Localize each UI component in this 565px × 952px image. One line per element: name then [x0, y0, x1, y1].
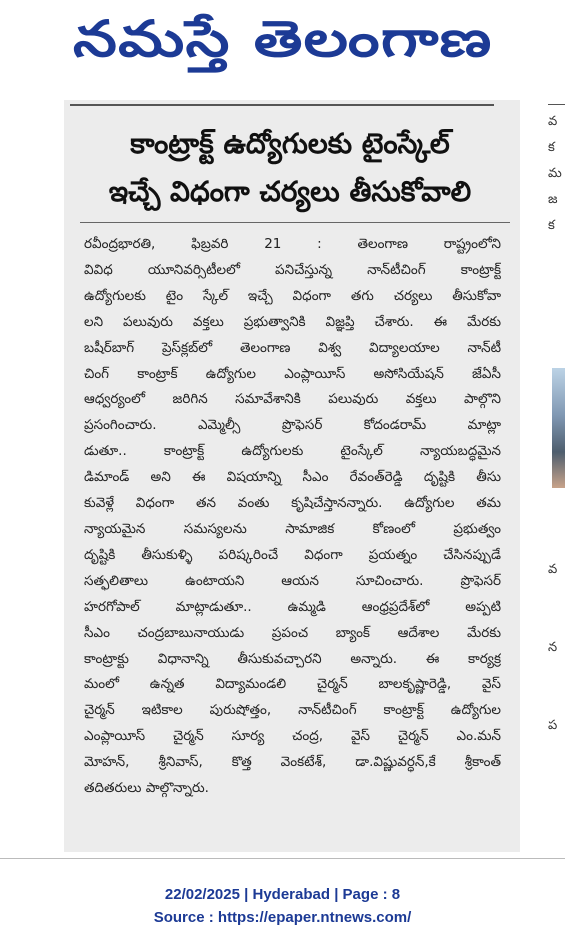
body-line: డిమాండ్ అని ఈ విషయాన్ని సీఎం రేవంత్‌రెడ్డి దృష్టికి తీసు	[84, 469, 501, 486]
body-line: దృష్టికి తీసుకుళ్ళి పరిష్కరించే విధంగా ప్రయత్నం చేసినప్పుడే	[84, 546, 501, 563]
adjacent-column	[548, 100, 565, 860]
body-line: హరగోపాల్ మాట్లాడుతూ.. ఉమ్మడి ఆంధ్రప్రదేశ్‌లో అప్పటి	[84, 598, 501, 615]
body-line: ప్రసంగించారు. ఎమ్మెల్సీ ప్రొఫెసర్ కోదండరామ్ మాట్లా	[84, 417, 501, 434]
adjacent-text-fragment: క	[548, 140, 555, 155]
body-line: సత్ఫలితాలు ఉంటాయని ఆయన సూచించారు. ప్రొఫెసర్	[84, 572, 501, 589]
article-headline	[70, 120, 510, 216]
body-line: ఎంప్లాయీస్ చైర్మన్ సూర్య చంద్ర, వైస్ చైర్మన్ ఎం.మన్	[84, 728, 501, 745]
body-line: డుతూ.. కాంట్రాక్ట్ ఉద్యోగులకు టైంస్కేల్ న్యాయబద్ధమైన	[84, 443, 501, 460]
adjacent-text-fragment: ప	[548, 718, 558, 733]
body-line: మంలో ఉన్నత విద్యామండలి చైర్మన్ బాలకృష్ణారెడ్డి, వైస్	[84, 676, 501, 693]
adjacent-photo	[552, 368, 565, 488]
headline-line-2: ఇచ్చే విధంగా చర్యలు తీసుకోవాలి	[108, 175, 472, 208]
body-line: కాంట్రాక్టు విధానాన్ని తీసుకువచ్చారని అన్నారు. ఈ కార్యక్ర	[84, 650, 501, 667]
adjacent-text-fragment: వ	[548, 562, 558, 577]
headline-divider	[80, 222, 510, 223]
body-line: కువెళ్లే విధంగా తన వంతు కృషిచేస్తానన్నారు. ఉద్యోగుల తమ	[84, 495, 501, 512]
body-line: లని పలువురు వక్తలు ప్రభుత్వానికి విజ్ఞప్తి చేశారు. ఈ మేరకు	[84, 313, 501, 330]
adjacent-text-fragment: న	[548, 640, 558, 655]
adjacent-text-fragment: క	[548, 218, 555, 233]
top-divider	[70, 104, 494, 106]
page-edge-divider	[0, 858, 565, 859]
body-line: చింగ్ కాంట్రాక్ ఉద్యోగుల ఎంప్లాయీస్ అసోసియేషన్ జేఏసీ	[84, 365, 501, 382]
footer-date-line: 22/02/2025 | Hyderabad | Page : 8	[164, 886, 401, 903]
body-line: రవీంద్రభారతి, ఫిబ్రవరి 21 : తెలంగాణ రాష్ట్రంలోని	[84, 236, 501, 252]
body-line: బషీర్‌బాగ్ ప్రెస్‌క్లబ్‌లో తెలంగాణ విశ్వ విద్యాలయాల నాన్‌టీ	[84, 339, 501, 356]
footer-source-link[interactable]: Source : https://epaper.ntnews.com/	[153, 909, 412, 926]
adjacent-text-fragment: మ	[548, 166, 562, 181]
body-line: సీఎం చంద్రబాబునాయుడు ప్రపంచ బ్యాంక్ ఆదేశాల మేరకు	[84, 624, 501, 641]
body-line: వివిధ యూనివర్సిటీలలో పనిచేస్తున్న నాన్‌టీచింగ్ కాంట్రాక్ట్	[84, 261, 501, 278]
body-line: మోహన్, శ్రీనివాస్, కొత్త వెంకటేశ్, డా.విష్ణువర్ధన్,కే శ్రీకాంత్	[84, 754, 501, 771]
masthead	[0, 0, 565, 90]
body-line: న్యాయమైన సమస్యలను సామాజిక కోణంలో ప్రభుత్వం	[84, 520, 501, 537]
adjacent-text-fragment: వ	[548, 114, 558, 129]
newspaper-logo: నమస్తే తెలంగాణ	[72, 9, 493, 68]
body-line: ఆధ్వర్యంలో జరిగిన సమావేశానికి పలువురు వక్తలు పాల్గొని	[84, 391, 501, 408]
adjacent-text-fragment: జ	[548, 192, 558, 207]
adjacent-divider	[548, 104, 565, 105]
body-line: ఉద్యోగులకు టైం స్కేల్ ఇచ్చే విధంగా తగు చర్యలు తీసుకోవా	[84, 287, 501, 304]
body-line: తదితరులు పాల్గొన్నారు.	[84, 780, 209, 797]
article-body	[84, 232, 501, 802]
body-line: చైర్మన్ ఇటికాల పురుషోత్తం, నాన్‌టీచింగ్ కాంట్రాక్ట్ ఉద్యోగుల	[84, 702, 501, 719]
headline-line-1: కాంట్రాక్ట్ ఉద్యోగులకు టైంస్కేల్	[130, 127, 450, 160]
